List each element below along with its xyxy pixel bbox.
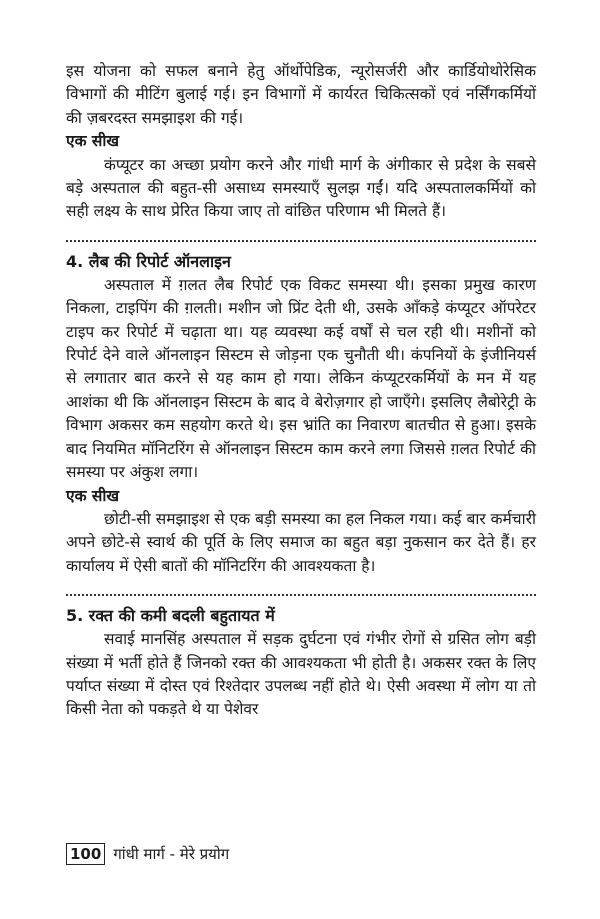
lesson-heading: एक सीख bbox=[66, 486, 120, 505]
section-heading: 5. रक्त की कमी बदली बहुतायत में bbox=[66, 606, 275, 626]
section-paragraph: अस्पताल में ग़लत लैब रिपोर्ट एक विकट समस्या थी। इसका प्रमुख कारण निकला, टाइपिंग की ग़लती। मशीन जो प्रिंट देती थी, उसके आँकड़े कंप्यूटर ऑपरेटर टाइप कर रिपोर्ट में चढ़ाता था। यह व्यवस्था कई वर्षों से चल रही थी। मशीनों को रिपोर्ट देने वाले ऑनलाइन सिस्टम से जोड़ना एक चुनौती थी। कंपनियों के इंजीनियर्स से लगातार बात करने से यह काम हो गया। लेकिन कंप्यूटरकर्मियों के मन में यह आशंका थी कि ऑनलाइन सिस्टम के बाद वे बेरोज़गार हो जाएँगे। इसलिए लैबोरेट्री के विभाग अकसर कम सहयोग करते थे। इस भ्रांति का निवारण बातचीत से हुआ। इसके बाद नियमित मॉनिटरिंग से ऑनलाइन सिस्टम काम करने लगा जिससे ग़लत रिपोर्ट की समस्या पर अंकुश लगा। bbox=[66, 275, 536, 482]
section-paragraph: सवाई मानसिंह अस्पताल में सड़क दुर्घटना एवं गंभीर रोगों से ग्रसित लोग बड़ी संख्या में भर्ती होते हैं जिनको रक्त की आवश्यकता भी होती है। अकसर रक्त के लिए पर्याप्त संख्या में दोस्त एवं रिश्तेदार उपलब्ध नहीं होते थे। ऐसी अवस्था में लोग या तो किसी नेता को पकड़ते थे या पेशेवर bbox=[66, 630, 536, 719]
lesson-paragraph: कंप्यूटर का अच्छा प्रयोग करने और गांधी मार्ग के अंगीकार से प्रदेश के सबसे बड़े अस्पताल की बहुत-सी असाध्य समस्याएँ सुलझ गईं। यदि अस्पतालकर्मियों को सही लक्ष्य के साथ प्रेरित किया जाए तो वांछित परिणाम भी मिलते हैं। bbox=[66, 155, 536, 221]
page-number: 100 bbox=[66, 843, 105, 865]
intro-paragraph: इस योजना को सफल बनाने हेतु ऑर्थोपेडिक, न्यूरोसर्जरी और कार्डियोथोरेसिक विभागों की मीटिंग बुलाई गई। इन विभागों में कार्यरत चिकित्सकों एवं नर्सिंगकर्मियों की ज़बरदस्त समझाइश की गई। bbox=[66, 62, 536, 127]
section-divider bbox=[66, 240, 536, 242]
page-body bbox=[66, 60, 536, 722]
lesson-paragraph: छोटी-सी समझाइश से एक बड़ी समस्या का हल निकल गया। कई बार कर्मचारी अपने छोटे-से स्वार्थ की पूर्ति के लिए समाज का बहुत बड़ा नुकसान कर देते हैं। हर कार्यालय में ऐसी बातों की मॉनिटरिंग की आवश्यकता है। bbox=[66, 509, 536, 575]
section-heading: 4. लैब की रिपोर्ट ऑनलाइन bbox=[66, 251, 231, 271]
section-divider bbox=[66, 594, 536, 596]
page-footer bbox=[66, 843, 229, 865]
book-title: गांधी मार्ग - मेरे प्रयोग bbox=[113, 845, 230, 863]
lesson-heading: एक सीख bbox=[66, 132, 120, 151]
